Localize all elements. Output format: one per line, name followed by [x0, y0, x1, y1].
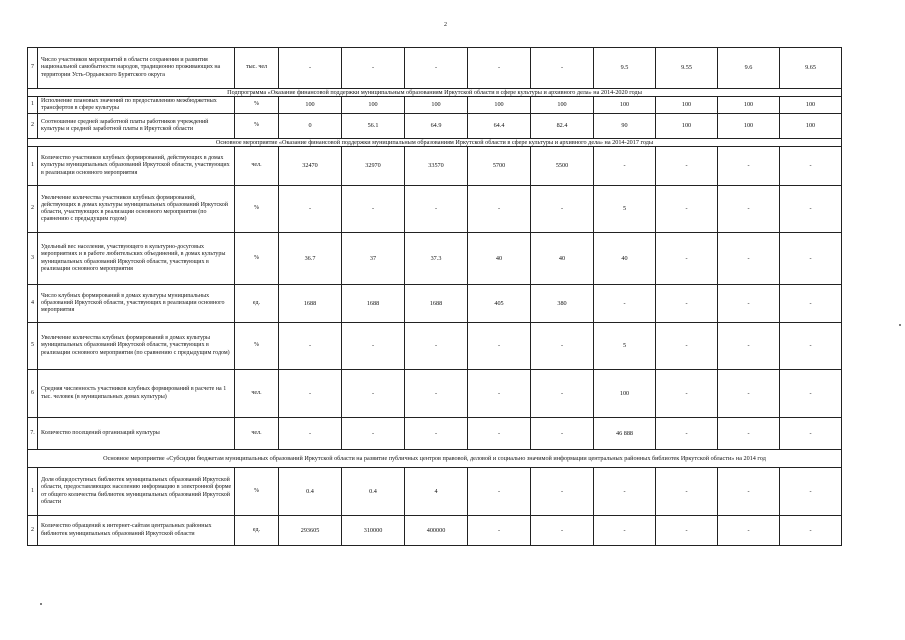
- value-cell: 100: [279, 97, 342, 114]
- value-cell: -: [531, 516, 594, 546]
- value-cell: -: [656, 147, 718, 186]
- value-cell: 32470: [279, 147, 342, 186]
- value-cell: 293605: [279, 516, 342, 546]
- value-cell: -: [780, 323, 842, 370]
- value-cell: -: [780, 233, 842, 285]
- value-cell: -: [780, 186, 842, 233]
- value-cell: 310000: [342, 516, 405, 546]
- section-title: Основное мероприятие «Оказание финансовой поддержки муниципальным образованиям Иркутской области в сфере культуры и архивного дела» на 2014-2017 годы: [28, 139, 842, 147]
- table-row: [28, 418, 842, 450]
- value-cell: -: [656, 468, 718, 516]
- unit-cell: %: [235, 323, 279, 370]
- value-cell: 40: [594, 233, 656, 285]
- indicator-name: Исполнение плановых значений по предоставлению межбюджетных трансфертов в сфере культуры: [38, 97, 235, 114]
- value-cell: 100: [780, 114, 842, 139]
- value-cell: 40: [531, 233, 594, 285]
- value-cell: 9.65: [780, 48, 842, 89]
- value-cell: -: [780, 418, 842, 450]
- section-title: Подпрограмма «Оказание финансовой поддержки муниципальным образованиям Иркутской области в сфере культуры и архивного дела» на 2014-2020 годы: [28, 89, 842, 97]
- table-row: [28, 233, 842, 285]
- scan-speck: [899, 324, 901, 326]
- value-cell: -: [594, 285, 656, 323]
- unit-cell: ед.: [235, 285, 279, 323]
- value-cell: -: [342, 370, 405, 418]
- value-cell: -: [279, 186, 342, 233]
- value-cell: 100: [405, 97, 468, 114]
- value-cell: -: [780, 147, 842, 186]
- unit-cell: чел.: [235, 147, 279, 186]
- value-cell: -: [656, 418, 718, 450]
- indicators-table: [27, 47, 842, 546]
- indicator-name: Количество посещений организаций культуры: [38, 418, 235, 450]
- unit-cell: %: [235, 114, 279, 139]
- indicator-name: Увеличение количества клубных формирований в домах культуры муниципальных образований Иркутской области, участвующих в реализации основного мероприятия (по сравнению с предыдущим годом): [38, 323, 235, 370]
- value-cell: 9.55: [656, 48, 718, 89]
- indicator-name: Количество обращений к интернет-сайтам центральных районных библиотек муниципальных образований Иркутской области: [38, 516, 235, 546]
- value-cell: 5500: [531, 147, 594, 186]
- value-cell: -: [342, 323, 405, 370]
- value-cell: -: [594, 516, 656, 546]
- value-cell: -: [279, 48, 342, 89]
- section-row: [28, 89, 842, 97]
- value-cell: -: [531, 468, 594, 516]
- indicator-name: Число клубных формирований в домах культуры муниципальных образований Иркутской области, участвующих в реализации основного мероприятия: [38, 285, 235, 323]
- value-cell: 33570: [405, 147, 468, 186]
- row-number: 2: [28, 114, 38, 139]
- value-cell: -: [656, 285, 718, 323]
- value-cell: -: [718, 233, 780, 285]
- indicator-name: Соотношение средней заработной платы работников учреждений культуры и средней заработной платы в Иркутской области: [38, 114, 235, 139]
- unit-cell: чел.: [235, 418, 279, 450]
- value-cell: -: [780, 516, 842, 546]
- value-cell: -: [656, 186, 718, 233]
- row-number: 1: [28, 468, 38, 516]
- value-cell: -: [405, 186, 468, 233]
- value-cell: -: [342, 186, 405, 233]
- value-cell: -: [531, 186, 594, 233]
- value-cell: -: [279, 418, 342, 450]
- row-number: 2: [28, 186, 38, 233]
- value-cell: 380: [531, 285, 594, 323]
- value-cell: 5: [594, 186, 656, 233]
- row-number: 6: [28, 370, 38, 418]
- value-cell: 100: [656, 97, 718, 114]
- unit-cell: ед.: [235, 516, 279, 546]
- row-number: 4: [28, 285, 38, 323]
- unit-cell: тыс. чел: [235, 48, 279, 89]
- row-number: 7.: [28, 418, 38, 450]
- value-cell: -: [405, 323, 468, 370]
- table-row: [28, 48, 842, 89]
- value-cell: -: [656, 233, 718, 285]
- value-cell: 0.4: [279, 468, 342, 516]
- scan-speck: [40, 603, 42, 605]
- value-cell: 0: [279, 114, 342, 139]
- table-row: [28, 186, 842, 233]
- value-cell: 9.5: [594, 48, 656, 89]
- table-row: [28, 516, 842, 546]
- unit-cell: %: [235, 233, 279, 285]
- value-cell: 0.4: [342, 468, 405, 516]
- value-cell: 100: [718, 114, 780, 139]
- value-cell: 5: [594, 323, 656, 370]
- value-cell: 36.7: [279, 233, 342, 285]
- row-number: 1: [28, 147, 38, 186]
- indicator-name: Средняя численность участников клубных формирований в расчете на 1 тыс. человек (в муниципальных домах культуры): [38, 370, 235, 418]
- value-cell: 82.4: [531, 114, 594, 139]
- value-cell: -: [468, 516, 531, 546]
- value-cell: 1688: [405, 285, 468, 323]
- value-cell: -: [594, 468, 656, 516]
- value-cell: -: [468, 323, 531, 370]
- value-cell: 400000: [405, 516, 468, 546]
- value-cell: -: [718, 418, 780, 450]
- unit-cell: %: [235, 97, 279, 114]
- value-cell: -: [468, 186, 531, 233]
- indicator-name: Удельный вес населения, участвующего в культурно-досуговых мероприятиях и в работе любительских объединений, в домах культуры муниципальных образований Иркутской области, участвующих в реализации основного мероприятия: [38, 233, 235, 285]
- value-cell: -: [718, 323, 780, 370]
- value-cell: 64.4: [468, 114, 531, 139]
- table-row: [28, 114, 842, 139]
- value-cell: -: [656, 323, 718, 370]
- value-cell: -: [342, 48, 405, 89]
- value-cell: -: [405, 48, 468, 89]
- indicator-name: Количество участников клубных формирований, действующих в домах культуры муниципальных образований Иркутской области, участвующих в реализации основного мероприятия: [38, 147, 235, 186]
- value-cell: 100: [531, 97, 594, 114]
- value-cell: -: [342, 418, 405, 450]
- value-cell: 100: [468, 97, 531, 114]
- value-cell: -: [468, 418, 531, 450]
- table-row: [28, 285, 842, 323]
- section-row: [28, 450, 842, 468]
- value-cell: -: [656, 370, 718, 418]
- value-cell: 100: [718, 97, 780, 114]
- value-cell: -: [718, 186, 780, 233]
- value-cell: -: [531, 48, 594, 89]
- value-cell: -: [718, 370, 780, 418]
- value-cell: -: [279, 323, 342, 370]
- unit-cell: %: [235, 186, 279, 233]
- value-cell: 4: [405, 468, 468, 516]
- value-cell: -: [279, 370, 342, 418]
- value-cell: -: [718, 147, 780, 186]
- value-cell: 40: [468, 233, 531, 285]
- value-cell: -: [780, 468, 842, 516]
- value-cell: -: [718, 516, 780, 546]
- section-row: [28, 139, 842, 147]
- value-cell: 64.9: [405, 114, 468, 139]
- unit-cell: чел.: [235, 370, 279, 418]
- indicator-name: Увеличение количества участников клубных формирований, действующих в домах культуры муниципальных образований Иркутской области, участвующих в реализации основного мероприятия (по сравнению с предыдущим годом): [38, 186, 235, 233]
- value-cell: -: [780, 370, 842, 418]
- table-row: [28, 370, 842, 418]
- value-cell: 100: [342, 97, 405, 114]
- value-cell: -: [531, 370, 594, 418]
- indicator-name: Число участников мероприятий в области сохранения и развития национальной самобытности народов, традиционно проживающих на территории Усть-Ордынского Бурятского округа: [38, 48, 235, 89]
- value-cell: -: [405, 418, 468, 450]
- value-cell: -: [531, 323, 594, 370]
- table-row: [28, 468, 842, 516]
- value-cell: 56.1: [342, 114, 405, 139]
- value-cell: -: [531, 418, 594, 450]
- value-cell: -: [718, 285, 780, 323]
- value-cell: -: [656, 516, 718, 546]
- value-cell: 100: [780, 97, 842, 114]
- value-cell: -: [594, 147, 656, 186]
- row-number: 1: [28, 97, 38, 114]
- table-row: [28, 147, 842, 186]
- value-cell: 100: [656, 114, 718, 139]
- value-cell: -: [468, 370, 531, 418]
- value-cell: 1688: [279, 285, 342, 323]
- value-cell: 100: [594, 97, 656, 114]
- section-title: Основное мероприятие «Субсидии бюджетам муниципальных образований Иркутской области на развитие публичных центров правовой, деловой и социально значимой информации центральных районных библиотек Иркутской области» на 2014 год: [28, 450, 842, 468]
- page-number: 2: [444, 22, 447, 28]
- row-number: 7: [28, 48, 38, 89]
- row-number: 5: [28, 323, 38, 370]
- unit-cell: %: [235, 468, 279, 516]
- row-number: 2: [28, 516, 38, 546]
- value-cell: 46 888: [594, 418, 656, 450]
- value-cell: 90: [594, 114, 656, 139]
- table-row: [28, 323, 842, 370]
- value-cell: -: [468, 468, 531, 516]
- row-number: 3: [28, 233, 38, 285]
- table-row: [28, 97, 842, 114]
- indicator-name: Доля общедоступных библиотек муниципальных образований Иркутской области, предоставляющих населению информацию в электронной форме от общего количества библиотек муниципальных образований Иркутской области: [38, 468, 235, 516]
- value-cell: 37: [342, 233, 405, 285]
- value-cell: 37.3: [405, 233, 468, 285]
- value-cell: -: [468, 48, 531, 89]
- value-cell: 405: [468, 285, 531, 323]
- value-cell: 9.6: [718, 48, 780, 89]
- value-cell: 32970: [342, 147, 405, 186]
- value-cell: -: [780, 285, 842, 323]
- value-cell: -: [405, 370, 468, 418]
- value-cell: 100: [594, 370, 656, 418]
- value-cell: 1688: [342, 285, 405, 323]
- value-cell: -: [718, 468, 780, 516]
- value-cell: 5700: [468, 147, 531, 186]
